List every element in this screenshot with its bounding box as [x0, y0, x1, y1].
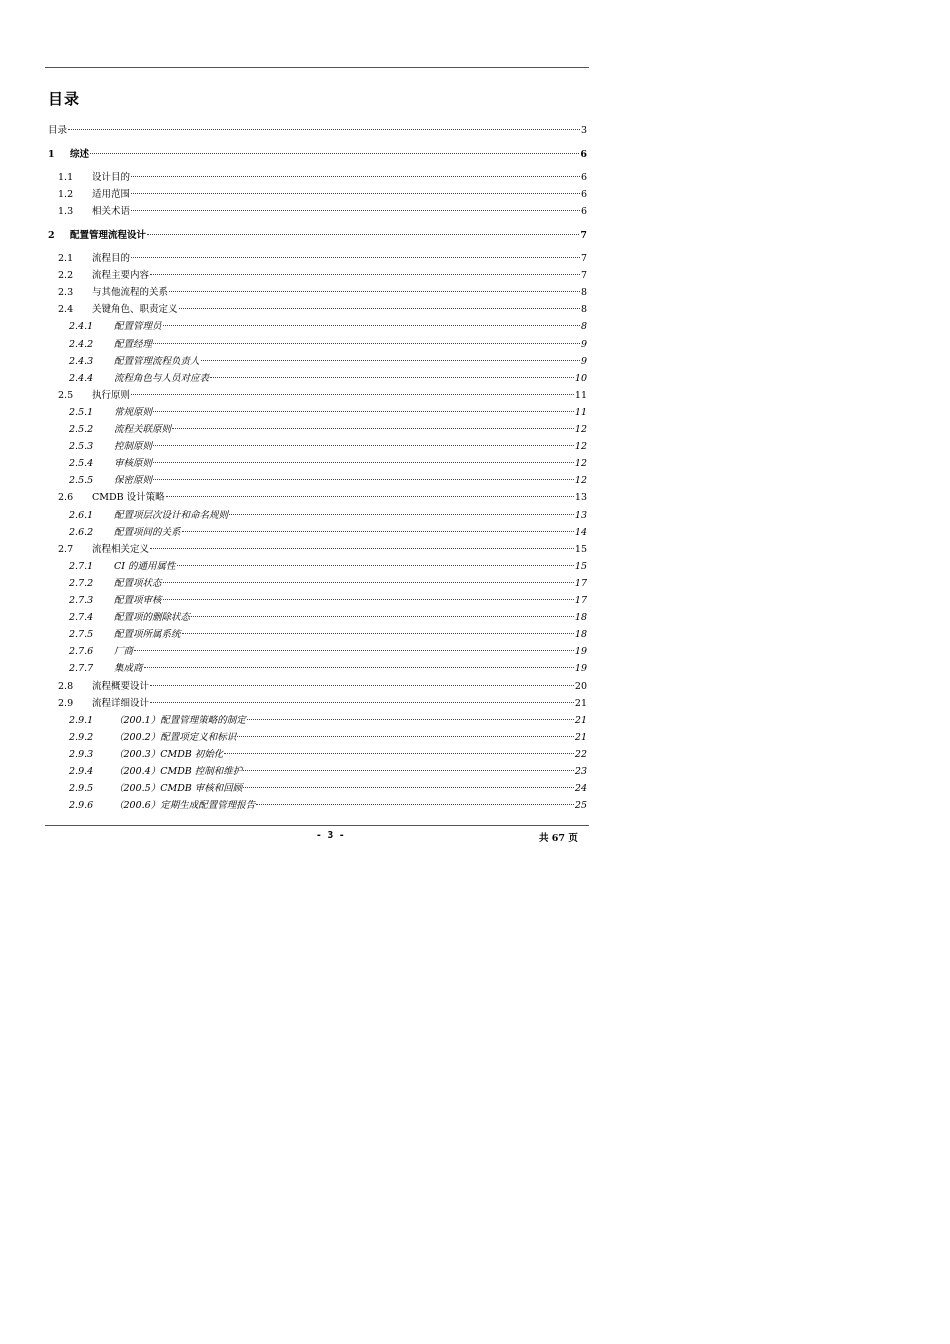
toc-entry-title: （200.4）CMDB 控制和维护	[114, 766, 243, 777]
toc-entry[interactable]	[48, 799, 587, 813]
toc-entry-page: 17	[574, 577, 587, 589]
toc-dot-leader	[147, 233, 579, 235]
toc-entry-title: （200.1）配置管理策略的制定	[114, 714, 246, 726]
toc-entry[interactable]	[48, 440, 587, 454]
toc-entry-page: 8	[580, 321, 587, 333]
toc-entry[interactable]	[48, 372, 587, 386]
toc-dot-leader	[68, 128, 580, 130]
toc-entry-page: 18	[574, 629, 587, 641]
toc-entry-number: 2.5.4	[69, 458, 94, 470]
toc-entry-page: 15	[574, 543, 587, 555]
toc-entry-page: 3	[580, 125, 587, 136]
toc-entry-title: 相关术语	[92, 206, 131, 217]
toc-entry-page: 24	[574, 783, 587, 795]
toc-entry-title: 配置项审核	[114, 595, 162, 606]
toc-entry-title: 配置项的删除状态	[114, 612, 191, 624]
toc-entry-number: 2.7.3	[69, 595, 94, 606]
toc-dot-leader	[172, 427, 574, 429]
toc-entry-title: 流程相关定义	[92, 543, 150, 555]
toc-dot-leader	[131, 192, 580, 194]
toc-entry-title: 适用范围	[92, 189, 131, 200]
toc-dot-leader	[243, 769, 574, 771]
toc-entry-title: 流程概要设计	[92, 680, 150, 692]
toc-entry-page: 21	[574, 697, 587, 709]
toc-dot-leader	[153, 478, 574, 480]
toc-entry-title: 审核原则	[114, 458, 153, 470]
toc-entry[interactable]	[48, 148, 587, 162]
toc-dot-leader	[169, 290, 580, 292]
toc-dot-leader	[163, 324, 580, 326]
toc-entry-number: 2.9.4	[69, 766, 94, 777]
toc-entry[interactable]	[48, 680, 587, 694]
toc-entry[interactable]	[48, 286, 587, 300]
toc-entry-title: 流程角色与人员对应表	[114, 372, 210, 384]
toc-entry-number: 2.7.6	[69, 646, 94, 658]
toc-entry-page: 7	[580, 270, 587, 282]
toc-entry-page: 7	[580, 230, 587, 241]
toc-dot-leader	[131, 393, 574, 395]
toc-entry[interactable]	[48, 662, 587, 676]
toc-entry[interactable]	[48, 406, 587, 420]
toc-entry-page: 20	[574, 680, 587, 692]
toc-entry[interactable]	[48, 423, 587, 437]
toc-entry-number: 2.4.1	[69, 321, 94, 333]
toc-entry-title: 常规原则	[114, 406, 153, 418]
toc-entry-title: 目录	[48, 125, 68, 136]
toc-entry-number: 2.4	[58, 304, 74, 316]
toc-entry[interactable]	[48, 714, 587, 728]
toc-dot-leader	[131, 209, 580, 211]
toc-entry[interactable]	[48, 577, 587, 591]
toc-entry-title: （200.3）CMDB 初始化	[114, 748, 224, 760]
toc-entry-title: 设计目的	[92, 172, 131, 183]
toc-dot-leader	[247, 718, 574, 720]
toc-entry-number: 2.5.2	[69, 424, 94, 435]
toc-entry-title: 配置管理流程设计	[70, 230, 147, 241]
toc-entry-title: 流程关联原则	[114, 424, 172, 435]
toc-entry-title: 配置管理流程负责人	[114, 355, 200, 367]
toc-entry-page: 21	[574, 714, 587, 726]
toc-entry[interactable]	[48, 697, 587, 711]
footer-rule	[45, 825, 589, 826]
toc-entry-title: 集成商	[114, 663, 143, 675]
toc-entry-number: 2	[48, 230, 55, 241]
toc-entry-page: 19	[574, 646, 587, 658]
toc-entry-number: 2.7.7	[69, 663, 94, 675]
toc-entry-page: 8	[580, 304, 587, 316]
toc-dot-leader	[163, 581, 574, 583]
toc-entry-title: 流程主要内容	[92, 270, 150, 282]
toc-entry-page: 12	[574, 441, 587, 453]
toc-entry-page: 22	[574, 748, 587, 760]
toc-dot-leader	[182, 632, 574, 634]
toc-entry-page: 14	[574, 526, 587, 538]
toc-dot-leader	[150, 701, 574, 703]
toc-entry-title: 关键角色、职责定义	[92, 304, 178, 316]
toc-dot-leader	[131, 256, 580, 258]
toc-entry-number: 2.6.1	[69, 509, 94, 521]
toc-entry[interactable]	[48, 303, 587, 317]
toc-dot-leader	[131, 175, 580, 177]
toc-entry[interactable]	[48, 474, 587, 488]
toc-entry-page: 19	[574, 663, 587, 675]
toc-entry-page: 21	[574, 731, 587, 743]
toc-dot-leader	[201, 359, 580, 361]
toc-entry-title: 配置项间的关系	[114, 526, 181, 538]
toc-dot-leader	[256, 803, 574, 805]
toc-entry-page: 17	[574, 595, 587, 606]
toc-dot-leader	[210, 376, 574, 378]
toc-entry[interactable]	[48, 171, 587, 185]
toc-entry-title: CI 的通用属性	[114, 560, 176, 572]
toc-entry-number: 2.9.3	[69, 748, 94, 760]
toc-entry-page: 11	[574, 406, 587, 418]
toc-entry-title: 厂商	[114, 646, 134, 658]
toc-entry-number: 2.9.6	[69, 800, 94, 812]
toc-dot-leader	[177, 564, 574, 566]
toc-entry-page: 12	[574, 424, 587, 435]
toc-entry[interactable]	[48, 338, 587, 352]
toc-entry-number: 1.2	[58, 189, 74, 200]
toc-entry-title: 配置项所属系统	[114, 629, 181, 641]
toc-entry-number: 2.2	[58, 270, 74, 282]
toc-dot-leader	[153, 342, 580, 344]
toc-entry-title: CMDB 设计策略	[92, 492, 165, 504]
toc-entry-number: 2.7.4	[69, 612, 94, 624]
toc-entry[interactable]	[48, 205, 587, 219]
toc-entry-page: 25	[574, 800, 587, 812]
toc-entry-title: 控制原则	[114, 441, 153, 453]
toc-entry-number: 2.9.5	[69, 783, 94, 795]
toc-entry[interactable]	[48, 543, 587, 557]
toc-entry-title: 流程目的	[92, 253, 131, 264]
toc-entry-page: 9	[580, 338, 587, 350]
toc-entry-title: （200.2）配置项定义和标识	[114, 731, 237, 743]
toc-entry-page: 13	[574, 492, 587, 504]
toc-dot-leader	[153, 444, 574, 446]
toc-entry-number: 2.7.1	[69, 560, 94, 572]
toc-entry-page: 6	[580, 206, 587, 217]
toc-entry[interactable]	[48, 628, 587, 642]
toc-entry-page: 18	[574, 612, 587, 624]
toc-entry-number: 2.5.5	[69, 475, 94, 487]
page-title: 目录	[48, 90, 81, 108]
toc-entry-number: 2.5	[58, 389, 74, 401]
toc-entry[interactable]	[48, 611, 587, 625]
toc-entry[interactable]	[48, 124, 587, 138]
toc-entry[interactable]	[48, 188, 587, 202]
toc-entry-number: 2.4.3	[69, 355, 94, 367]
toc-entry-number: 2.9	[58, 697, 74, 709]
toc-entry-number: 1	[48, 149, 55, 160]
toc-dot-leader	[243, 786, 574, 788]
toc-entry[interactable]	[48, 457, 587, 471]
toc-entry-page: 8	[580, 287, 587, 299]
toc-entry-page: 15	[574, 560, 587, 572]
toc-entry-number: 2.4.2	[69, 338, 94, 350]
toc-dot-leader	[229, 513, 574, 515]
toc-entry-page: 6	[580, 189, 587, 200]
toc-dot-leader	[179, 307, 580, 309]
toc-dot-leader	[163, 598, 574, 600]
page-number: - 3 -	[316, 830, 345, 841]
toc-entry-page: 10	[574, 372, 587, 384]
toc-entry-number: 2.3	[58, 287, 74, 299]
toc-entry-page: 12	[574, 458, 587, 470]
total-pages: 共 67 页	[539, 833, 578, 844]
toc-entry-page: 9	[580, 355, 587, 367]
toc-entry[interactable]	[48, 594, 587, 608]
toc-entry[interactable]	[48, 320, 587, 334]
toc-dot-leader	[182, 530, 574, 532]
toc-entry[interactable]	[48, 389, 587, 403]
toc-entry-title: （200.5）CMDB 审核和回顾	[114, 783, 243, 795]
toc-entry[interactable]	[48, 269, 587, 283]
toc-dot-leader	[150, 547, 574, 549]
toc-entry[interactable]	[48, 748, 587, 762]
toc-entry-number: 2.4.4	[69, 372, 94, 384]
toc-entry-number: 2.1	[58, 253, 74, 264]
toc-entry-page: 7	[580, 253, 587, 264]
toc-dot-leader	[191, 615, 574, 617]
toc-dot-leader	[153, 410, 574, 412]
toc-entry-title: 与其他流程的关系	[92, 287, 169, 299]
toc-entry-title: 配置管理员	[114, 321, 162, 333]
toc-entry-number: 2.7	[58, 543, 74, 555]
toc-entry-title: 配置项层次设计和命名规则	[114, 509, 229, 521]
toc-entry[interactable]	[48, 355, 587, 369]
toc-entry-number: 2.8	[58, 680, 74, 692]
toc-entry-title: 配置项状态	[114, 577, 162, 589]
toc-entry[interactable]	[48, 560, 587, 574]
toc-entry[interactable]	[48, 731, 587, 745]
toc-entry[interactable]	[48, 229, 587, 243]
toc-entry-number: 1.1	[58, 172, 74, 183]
toc-entry[interactable]	[48, 765, 587, 779]
toc-dot-leader	[237, 735, 574, 737]
toc-entry-number: 1.3	[58, 206, 74, 217]
toc-entry-title: 流程详细设计	[92, 697, 150, 709]
toc-dot-leader	[150, 684, 574, 686]
toc-entry-title: （200.6）定期生成配置管理报告	[114, 800, 256, 812]
toc-entry-title: 保密原则	[114, 475, 153, 487]
toc-dot-leader	[150, 273, 580, 275]
toc-dot-leader	[224, 752, 574, 754]
toc-entry-page: 6	[580, 149, 587, 160]
toc-dot-leader	[134, 649, 574, 651]
toc-entry[interactable]	[48, 252, 587, 266]
toc-dot-leader	[153, 461, 574, 463]
toc-entry[interactable]	[48, 782, 587, 796]
toc-entry-number: 2.5.3	[69, 441, 94, 453]
toc-dot-leader	[90, 152, 579, 154]
toc-entry-number: 2.5.1	[69, 406, 94, 418]
toc-entry[interactable]	[48, 645, 587, 659]
toc-entry-number: 2.6	[58, 492, 74, 504]
toc-entry-number: 2.9.2	[69, 731, 94, 743]
toc-entry-page: 23	[574, 766, 587, 777]
toc-entry-number: 2.6.2	[69, 526, 94, 538]
toc-entry-page: 11	[574, 389, 587, 401]
toc-entry-number: 2.9.1	[69, 714, 94, 726]
header-rule	[45, 67, 589, 68]
toc-entry[interactable]	[48, 526, 587, 540]
toc-entry-page: 6	[580, 172, 587, 183]
toc-entry-title: 综述	[70, 149, 90, 160]
toc-entry-page: 13	[574, 509, 587, 521]
toc-dot-leader	[144, 666, 574, 668]
toc-entry-number: 2.7.5	[69, 629, 94, 641]
toc-entry-number: 2.7.2	[69, 577, 94, 589]
toc-entry-title: 执行原则	[92, 389, 131, 401]
toc-entry-page: 12	[574, 475, 587, 487]
toc-entry[interactable]	[48, 491, 587, 505]
toc-entry[interactable]	[48, 509, 587, 523]
toc-dot-leader	[166, 495, 574, 497]
toc-entry-title: 配置经理	[114, 338, 153, 350]
